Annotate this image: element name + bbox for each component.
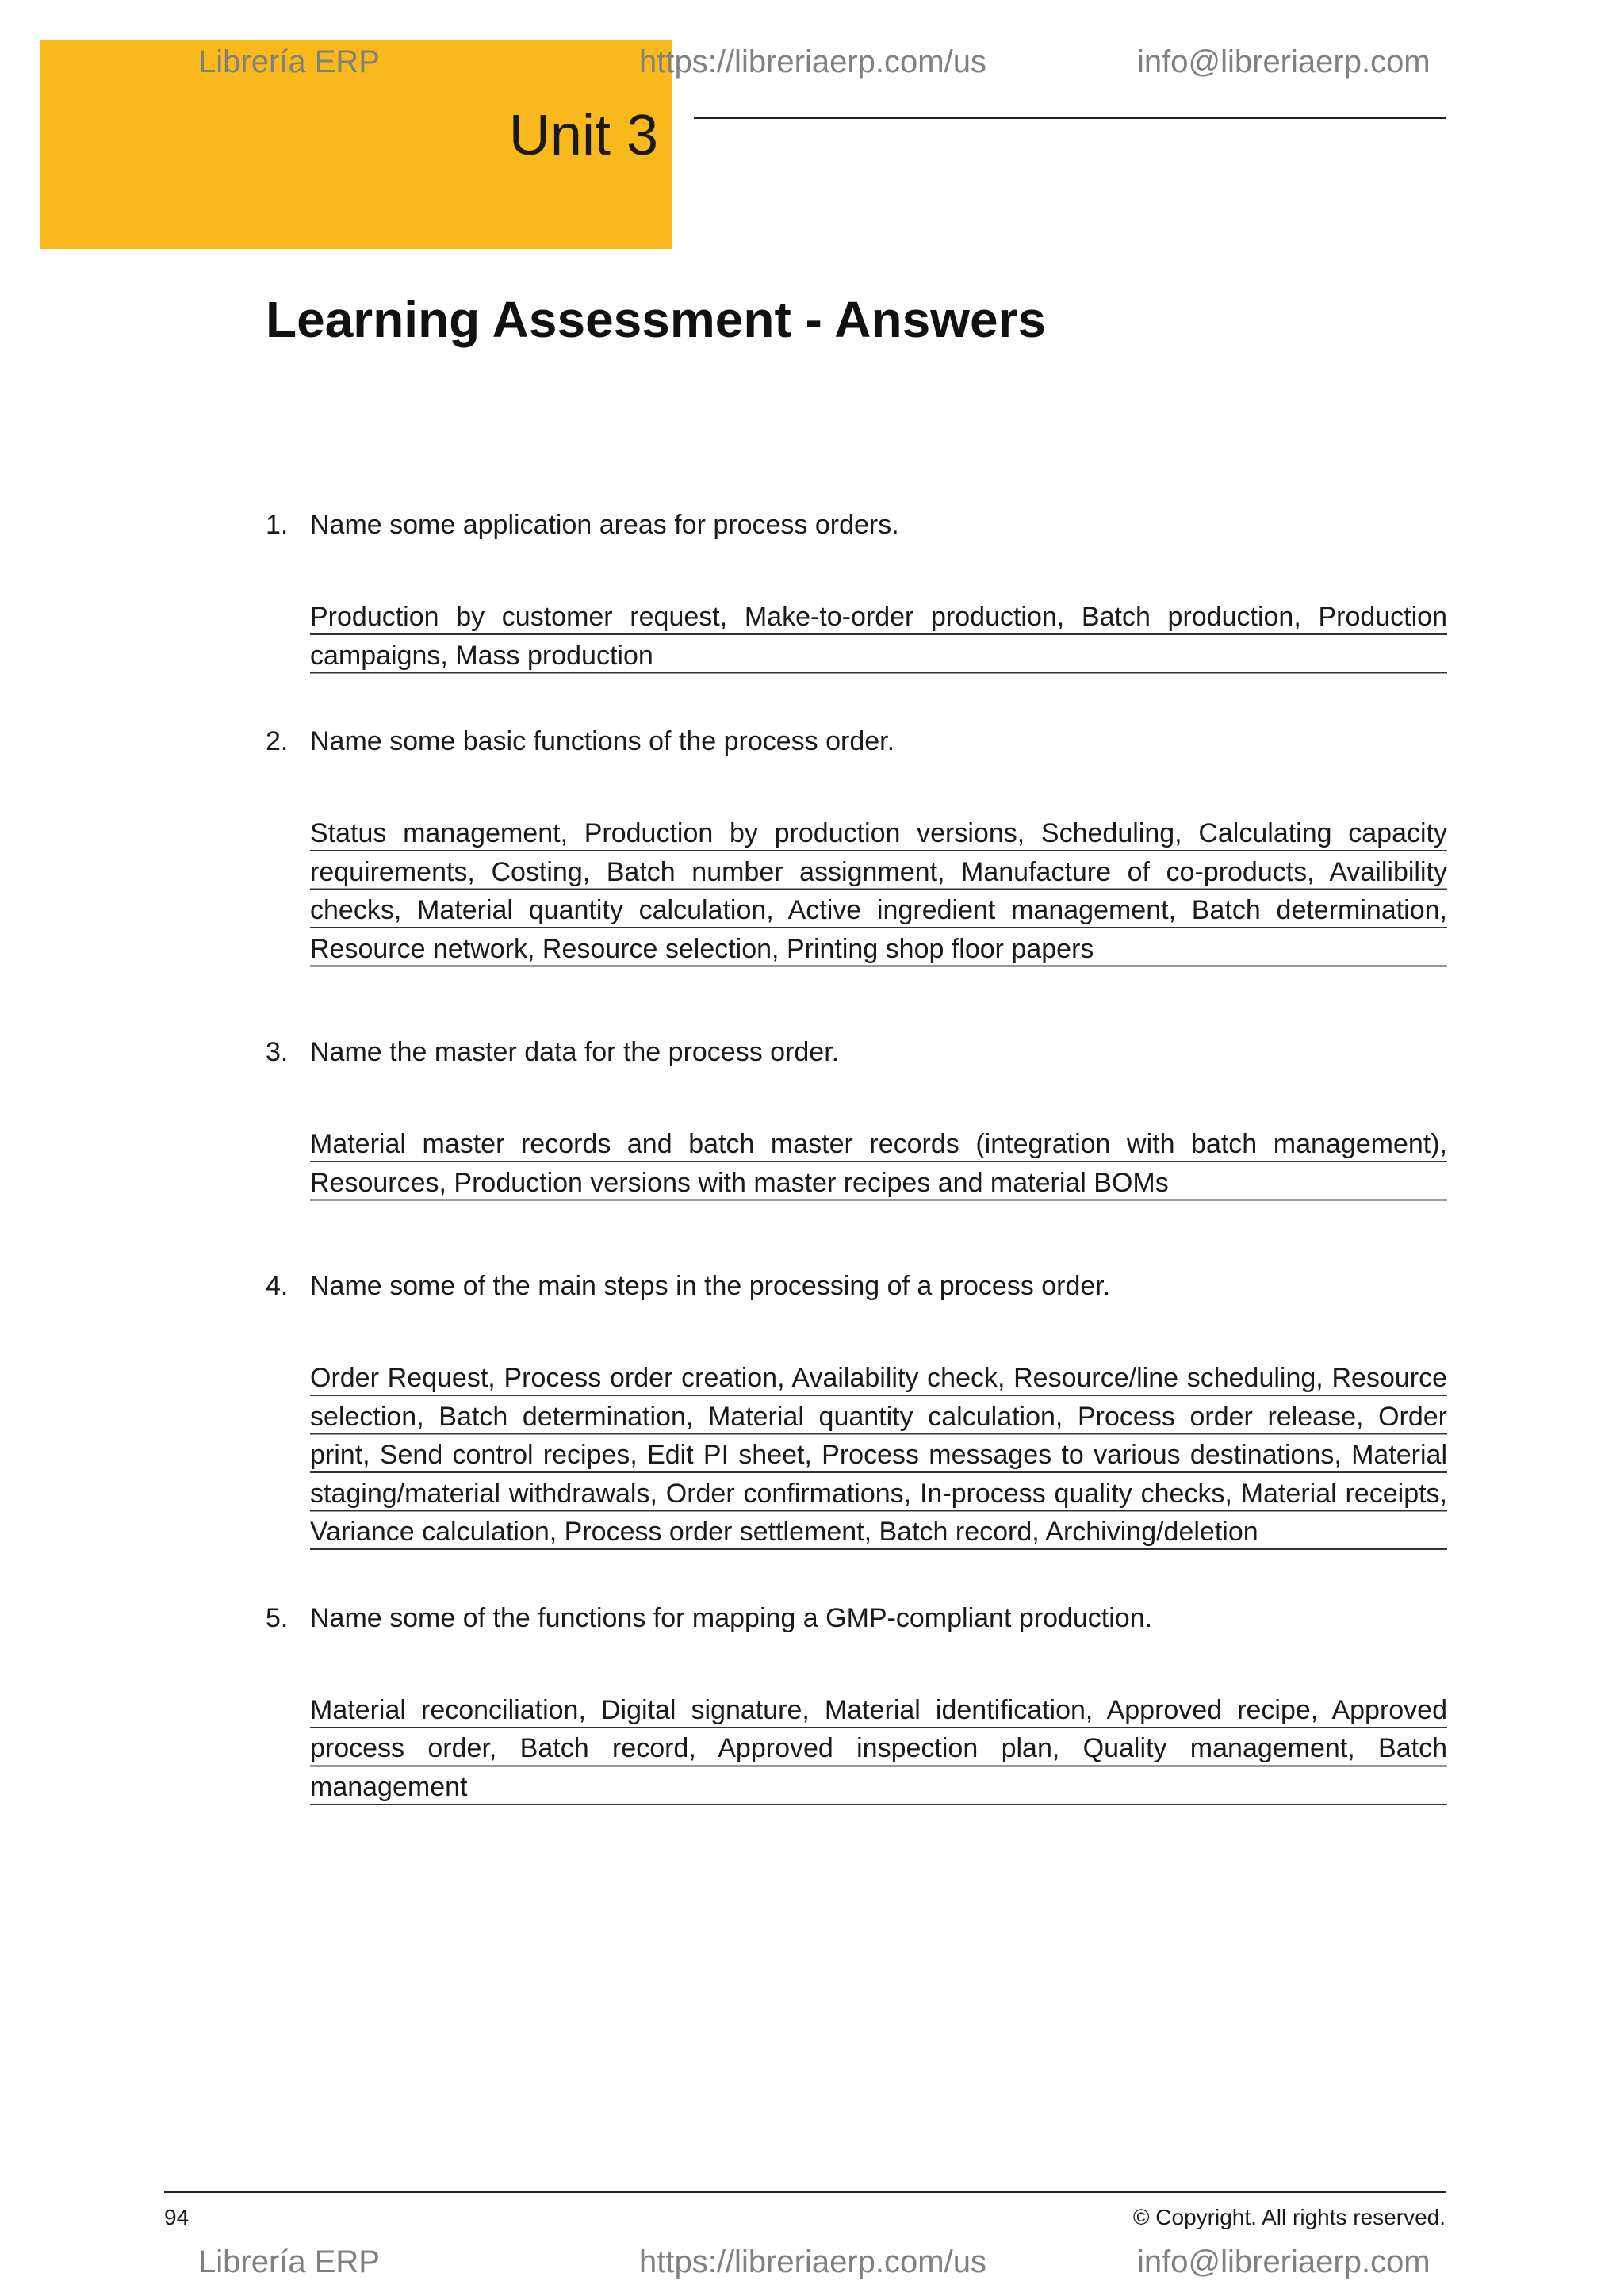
watermark-url-top: https://libreriaerp.com/us — [639, 44, 986, 79]
page-number: 94 — [164, 2205, 190, 2229]
answer-text: Material reconciliation, Digital signature, Material identification, Approved recipe, Approved process order, Batch record, Approved inspection plan, Quality management, Batch management — [310, 1691, 1447, 1807]
answer-text: Status management, Production by production versions, Scheduling, Calculating capacity requirements, Costing, Batch number assignment, Manufacture of co-products, Availibility checks, Material quantity calculation, Active ingredient management, Batch determination, Resource network, Resource selection, Printing shop floor papers — [310, 814, 1447, 968]
header-divider — [694, 117, 1446, 119]
question-number: 4. — [266, 1271, 289, 1301]
question-number: 2. — [266, 726, 289, 756]
question-list — [266, 506, 1447, 1806]
watermark-email-top: info@libreriaerp.com — [1137, 44, 1431, 79]
question-text: Name some basic functions of the process order. — [310, 726, 895, 756]
question-item — [266, 506, 1447, 675]
question-text: Name some application areas for process orders. — [310, 510, 899, 540]
question-number: 5. — [266, 1602, 289, 1633]
watermark-url-bottom: https://libreriaerp.com/us — [639, 2244, 986, 2279]
page-title: Learning Assessment - Answers — [266, 291, 1047, 348]
question-text: Name the master data for the process order. — [310, 1037, 840, 1067]
question-number: 3. — [266, 1037, 289, 1067]
question-text: Name some of the main steps in the processing of a process order. — [310, 1271, 1111, 1301]
unit-title: Unit 3 — [508, 104, 658, 167]
question-item — [266, 1033, 1447, 1202]
question-item — [266, 722, 1447, 968]
question-item — [266, 1267, 1447, 1552]
footer-divider — [164, 2191, 1446, 2193]
question-number: 1. — [266, 510, 289, 540]
question-text: Name some of the functions for mapping a GMP-compliant production. — [310, 1602, 1153, 1633]
watermark-email-bottom: info@libreriaerp.com — [1137, 2244, 1431, 2279]
answer-text: Material master records and batch master records (integration with batch management), Resources, Production versions with master recipes and material BOMs — [310, 1125, 1447, 1202]
answer-text: Order Request, Process order creation, Availability check, Resource/line scheduling, Resource selection, Batch determination, Material quantity calculation, Process order release, Order print, Send control recipes, Edit PI sheet, Process messages to various destinations, Material staging/material withdrawals, Order confirmations, In-process quality checks, Material receipts, Variance calculation, Process order settlement, Batch record, Archiving/deletion — [310, 1359, 1447, 1552]
answer-text: Production by customer request, Make-to-order production, Batch production, Production campaigns, Mass production — [310, 598, 1447, 675]
question-item — [266, 1599, 1447, 1807]
watermark-name-top: Librería ERP — [198, 44, 380, 79]
watermark-name-bottom: Librería ERP — [198, 2244, 380, 2279]
copyright-notice: © Copyright. All rights reserved. — [1132, 2205, 1446, 2229]
